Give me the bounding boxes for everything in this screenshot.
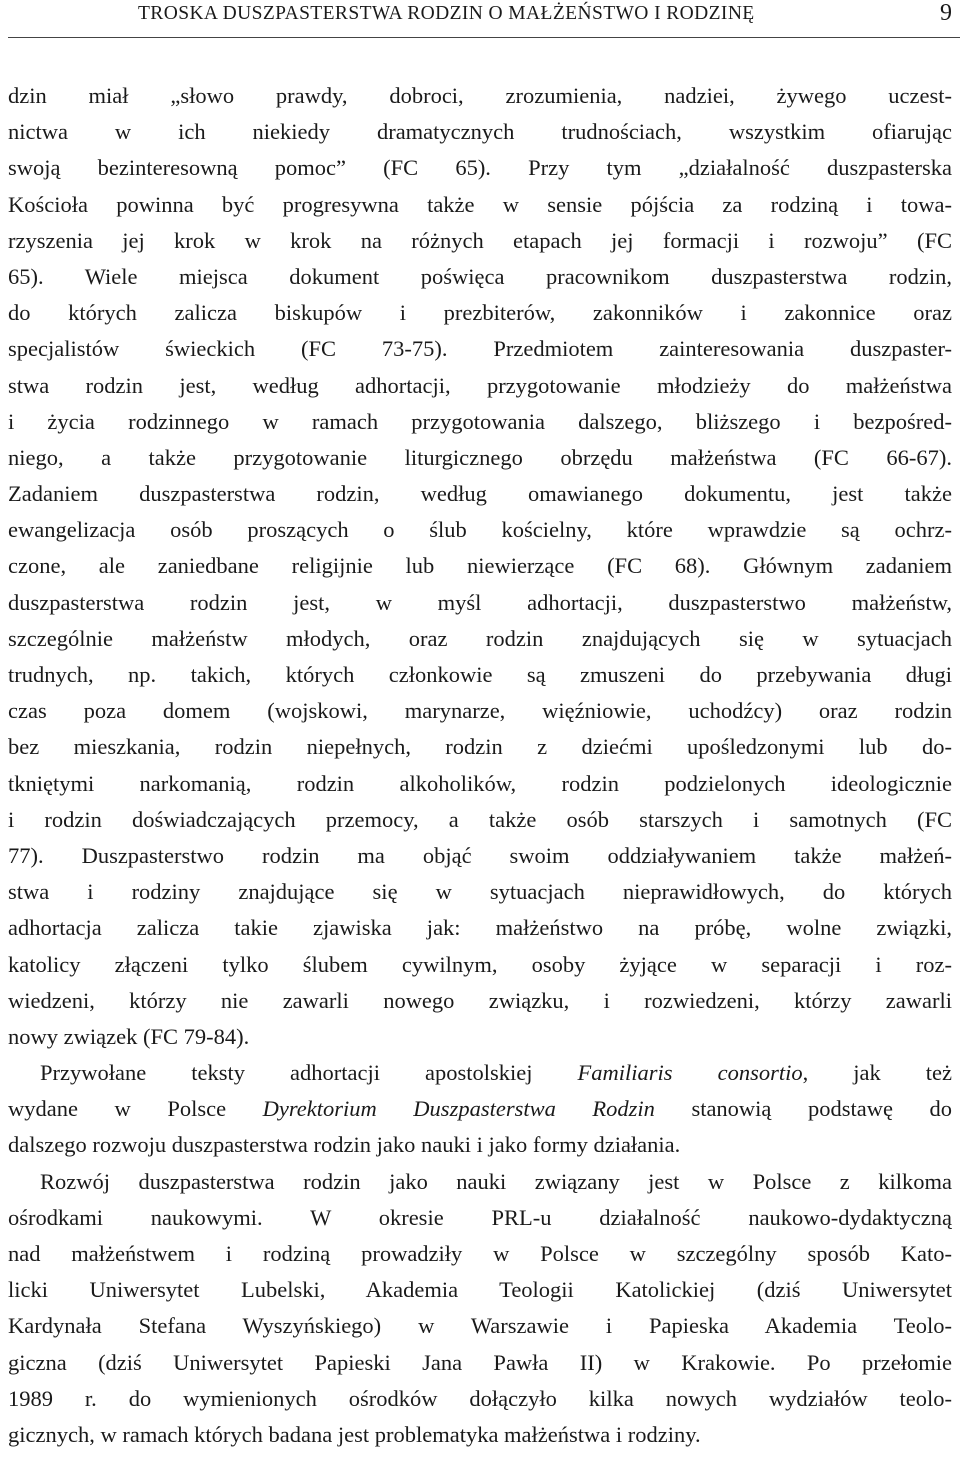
text-line: czone, ale zaniedbane religijnie lub niewierzące (FC 68). Głównym zadaniem: [8, 553, 952, 579]
text-line: katolicy złączeni tylko ślubem cywilnym, osoby żyjące w separacji i roz-: [8, 951, 952, 977]
text-line: 1989 r. do wymienionych ośrodków dołączyło kilka nowych wydziałów teolo-: [8, 1385, 952, 1411]
text-line: ewangelizacja osób proszących o ślub kościelny, które wprawdzie są ochrz-: [8, 517, 952, 543]
text-line: do których zalicza biskupów i prezbiterów, zakonników i zakonnice oraz: [8, 300, 952, 326]
text-line: specjalistów świeckich (FC 73-75). Przedmiotem zainteresowania duszpaster-: [8, 336, 952, 362]
document-title-italic: Dyrektorium Duszpasterstwa Rodzin: [262, 1096, 655, 1122]
text-line: duszpasterstwa rodzin jest, w myśl adhortacji, duszpasterstwo małżeństw,: [8, 589, 952, 615]
paragraph-2: [8, 1055, 952, 1164]
text-line: stwa i rodziny znajdujące się w sytuacjach nieprawidłowych, do których: [8, 879, 952, 905]
text-line: nictwa w ich niekiedy dramatycznych trudnościach, wszystkim ofiarując: [8, 119, 952, 145]
text-segment: wydane w Polsce: [8, 1096, 263, 1122]
text-line: wiedzeni, którzy nie zawarli nowego związku, i rozwiedzeni, którzy zawarli: [8, 987, 952, 1013]
paragraph-3: [8, 1164, 952, 1454]
text-line: dalszego rozwoju duszpasterstwa rodzin jako nauki i jako formy działania.: [8, 1132, 681, 1158]
text-line: giczna (dziś Uniwersytet Papieski Jana Pawła II) w Krakowie. Po przełomie: [8, 1349, 952, 1375]
text-line: stwa rodzin jest, według adhortacji, przygotowanie młodzieży do małżeństwa: [8, 372, 952, 398]
text-line: 77). Duszpasterstwo rodzin ma objąć swoim oddziaływaniem także małżeń-: [8, 842, 952, 868]
document-title-italic: Familiaris consortio: [577, 1060, 803, 1086]
text-line: [8, 1055, 952, 1091]
text-line: trudnych, np. takich, których członkowie są zmuszeni do przebywania długi: [8, 662, 952, 687]
text-line: dzin miał „słowo prawdy, dobroci, zrozumienia, nadziei, żywego uczest-: [8, 83, 952, 108]
text-line: adhortacja zalicza takie zjawiska jak: małżeństwo na próbę, wolne związki,: [8, 915, 952, 941]
body-text: [8, 78, 952, 1453]
text-line: czas poza domem (wojskowi, marynarze, więźniowie, uchodźcy) oraz rodzin: [8, 698, 952, 724]
text-segment: stanowią podstawę do: [654, 1096, 952, 1122]
text-line: Rozwój duszpasterstwa rodzin jako nauki związany jest w Polsce z kilkoma: [40, 1168, 952, 1194]
text-line: rzyszenia jej krok w krok na różnych etapach jej formacji i rozwoju” (FC: [8, 227, 952, 253]
page-number: 9: [940, 0, 952, 26]
text-line: niego, a także przygotowanie liturgicznego obrzędu małżeństwa (FC 66-67).: [8, 444, 952, 470]
text-line: [8, 1091, 952, 1127]
text-line: Kościoła powinna być progresywna także w sensie pójścia za rodziną i towa-: [8, 191, 952, 217]
text-line: szczególnie małżeństw młodych, oraz rodzin znajdujących się w sytuacjach: [8, 625, 952, 651]
page-header: [0, 0, 960, 40]
text-line: i życia rodzinnego w ramach przygotowania dalszego, bliższego i bezpośred-: [8, 408, 952, 434]
paragraph-1: [8, 78, 952, 1055]
text-line: nad małżeństwem i rodziną prowadziły w Polsce w szczególny sposób Kato-: [8, 1241, 952, 1266]
text-segment: Przywołane teksty adhortacji apostolskiej: [40, 1060, 578, 1086]
text-line: nowy związek (FC 79-84).: [8, 1023, 250, 1049]
header-rule: [8, 37, 960, 38]
text-line: bez mieszkania, rodzin niepełnych, rodzin z dziećmi upośledzonymi lub do-: [8, 734, 952, 760]
text-line: i rodzin doświadczających przemocy, a także osób starszych i samotnych (FC: [8, 806, 952, 832]
text-line: ośrodkami naukowymi. W okresie PRL-u działalność naukowo-dydaktyczną: [8, 1204, 952, 1230]
text-line: gicznych, w ramach których badana jest problematyka małżeństwa i rodziny.: [8, 1421, 701, 1447]
text-line: swoją bezinteresowną pomoc” (FC 65). Przy tym „działalność duszpasterska: [8, 155, 952, 181]
text-line: Kardynała Stefana Wyszyńskiego) w Warszawie i Papieska Akademia Teolo-: [8, 1313, 952, 1339]
text-segment: , jak też: [802, 1060, 952, 1086]
text-line: licki Uniwersytet Lubelski, Akademia Teologii Katolickiej (dziś Uniwersytet: [8, 1277, 952, 1303]
text-line: Zadaniem duszpasterstwa rodzin, według omawianego dokumentu, jest także: [8, 481, 952, 507]
text-line: 65). Wiele miejsca dokument poświęca pracownikom duszpasterstwa rodzin,: [8, 263, 952, 289]
running-title: TROSKA DUSZPASTERSTWA RODZIN O MAŁŻEŃSTWO I RODZINĘ: [138, 3, 755, 24]
text-line: tkniętymi narkomanią, rodzin alkoholików, rodzin podzielonych ideologicznie: [8, 770, 952, 796]
